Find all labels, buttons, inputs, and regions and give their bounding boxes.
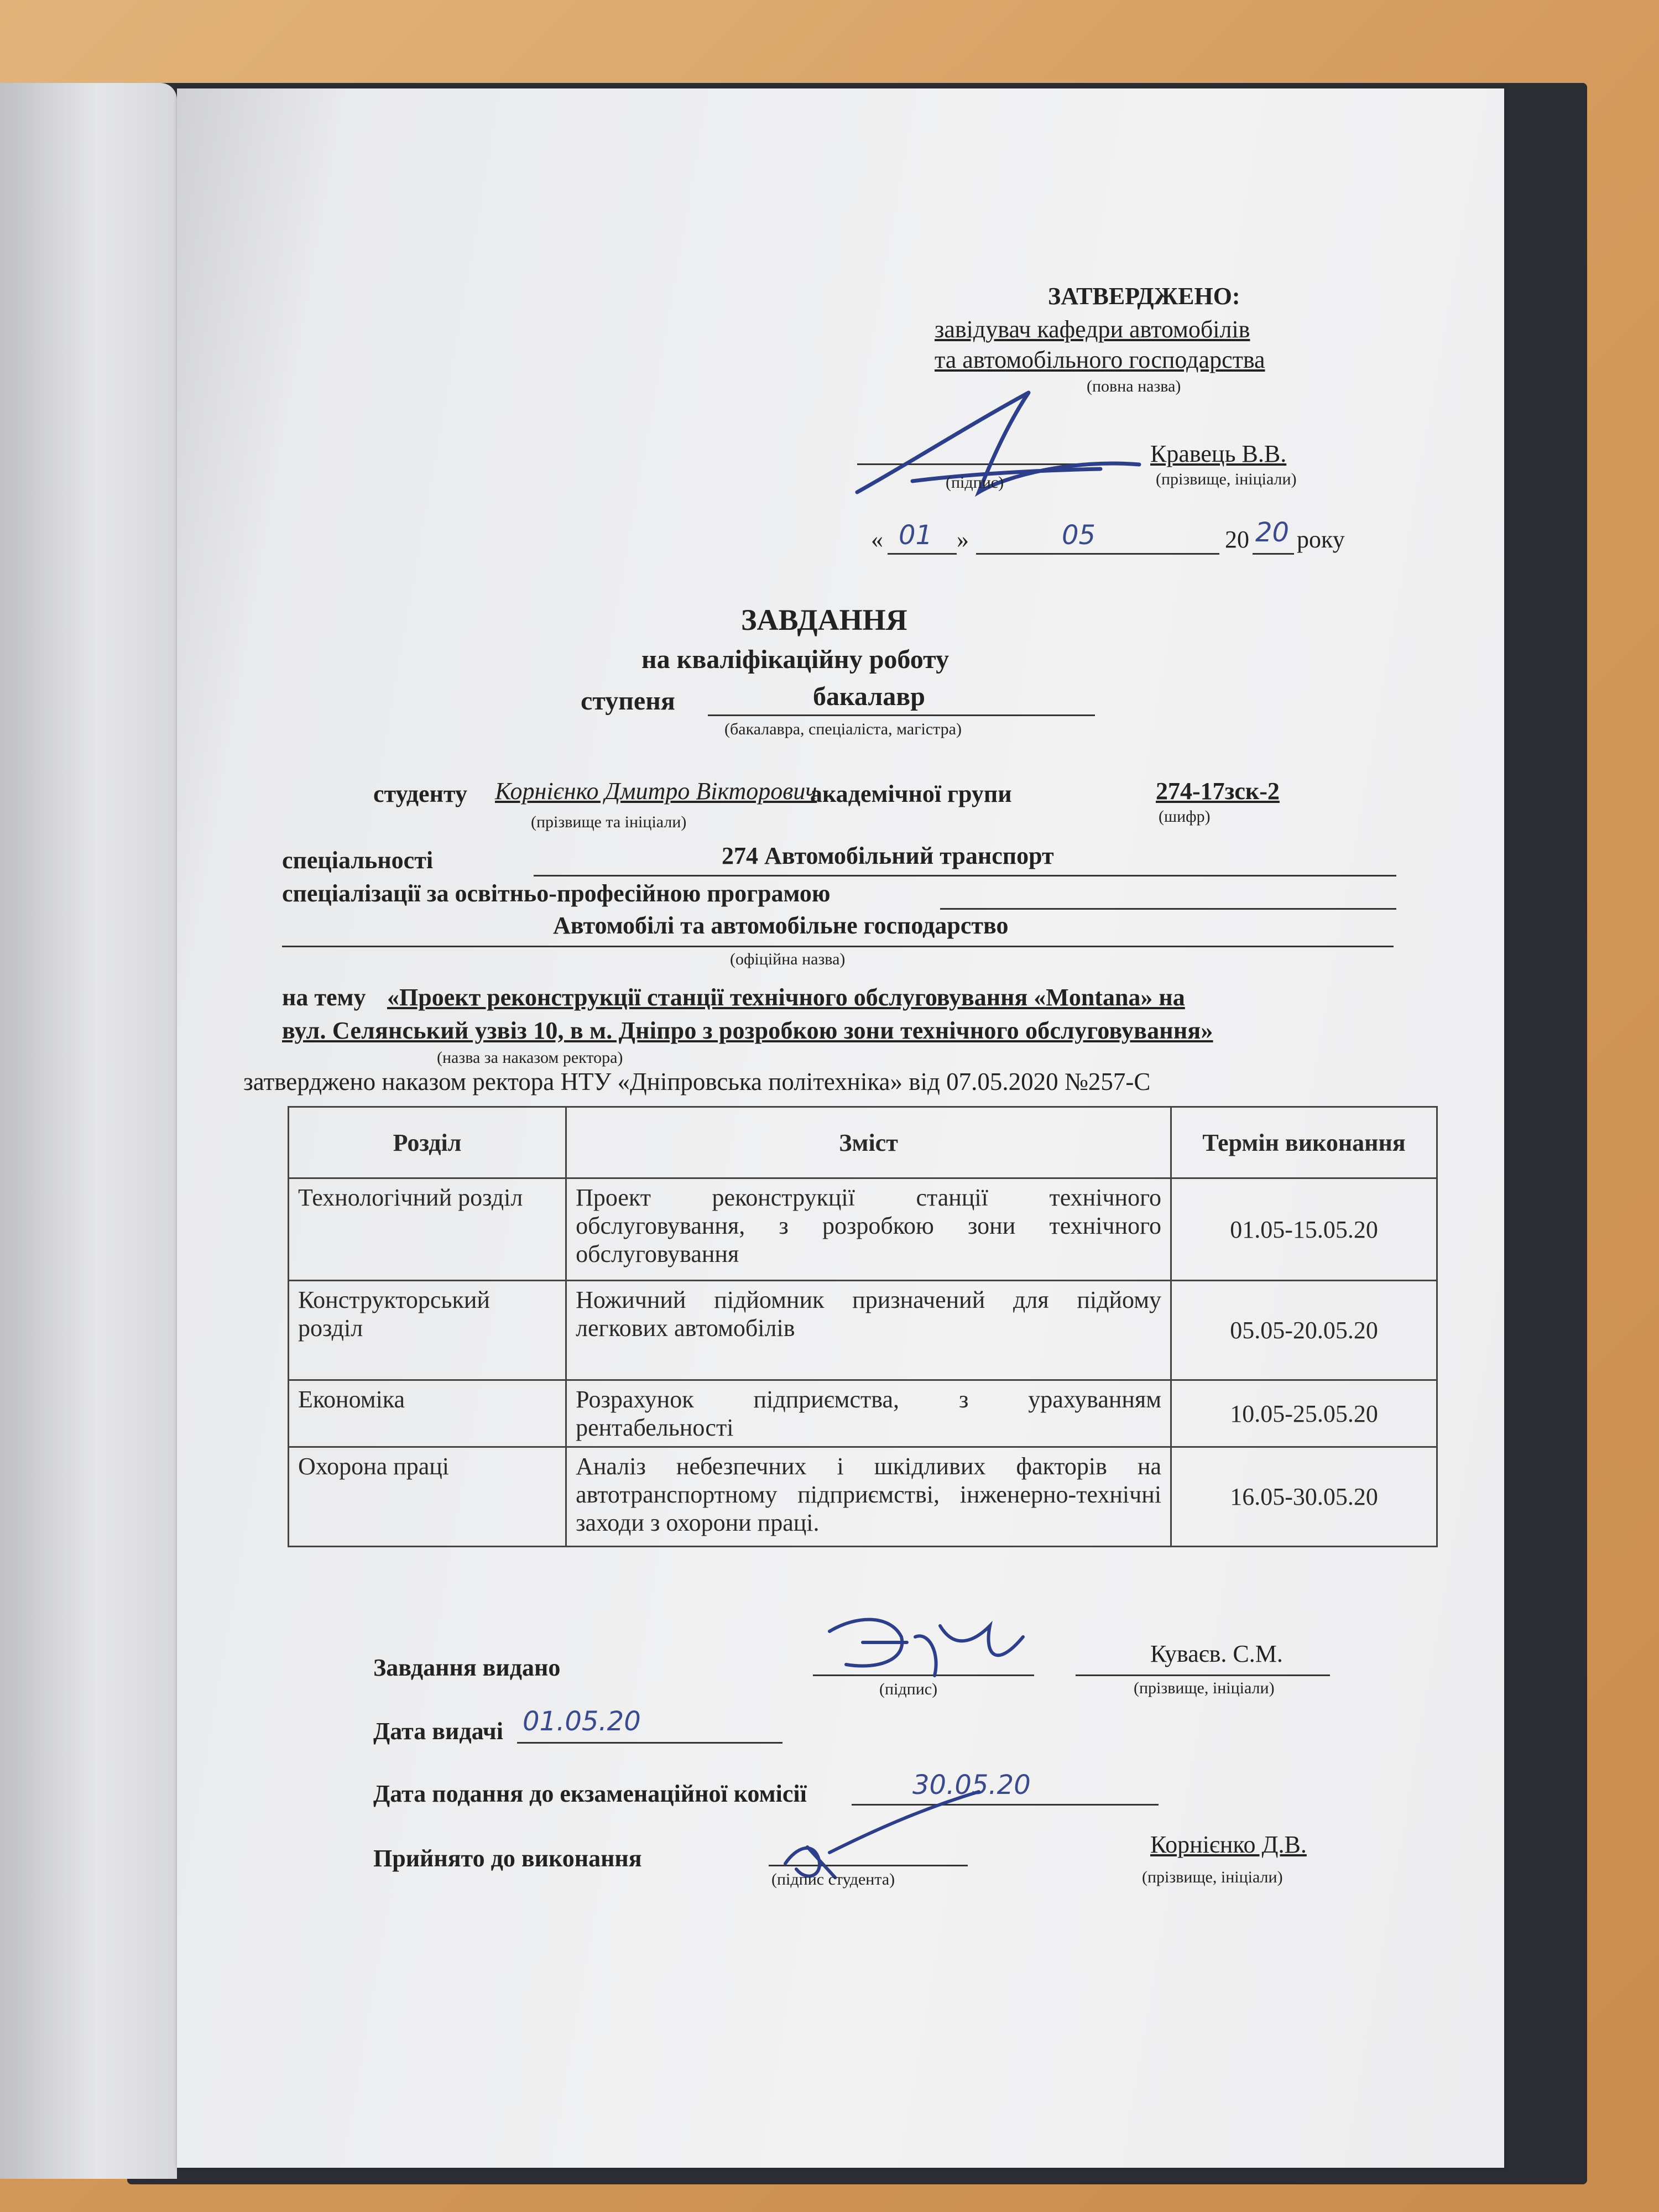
specialty-line: [534, 875, 1396, 877]
student-label: студенту: [373, 780, 467, 807]
table-row: [289, 1178, 1437, 1281]
accepted-signature-caption: (підпис студента): [771, 1870, 895, 1888]
program-value: Автомобілі та автомобільне господарство: [553, 912, 1009, 939]
approval-year-word: року: [1297, 526, 1345, 553]
issue-date-label: Дата видачі: [373, 1718, 503, 1745]
approval-position-line2: та автомобільного господарства: [935, 346, 1265, 373]
issued-label: Завдання видано: [373, 1654, 561, 1681]
topic-line1: «Проект реконструкції станції технічного обслуговування «Montana» на: [387, 984, 1185, 1011]
student-group: 274-17зск-2: [1156, 778, 1280, 805]
row-term: 05.05-20.05.20: [1171, 1281, 1437, 1380]
row-content: Розрахунок підприємства, з урахуванням рентабельності: [566, 1380, 1171, 1447]
accepted-name: Корнієнко Д.В.: [1150, 1831, 1307, 1858]
approval-position-caption: (повна назва): [1087, 377, 1181, 395]
approval-year-line: [1253, 553, 1294, 555]
row-section: Охорона праці: [289, 1447, 566, 1547]
issued-signature-caption: (підпис): [879, 1680, 938, 1698]
accepted-name-caption: (прізвище, ініціали): [1142, 1868, 1283, 1886]
table-row: [289, 1380, 1437, 1447]
approval-year-prefix: 20: [1225, 526, 1249, 553]
table-header-row: [289, 1107, 1437, 1178]
program-line: [282, 946, 1394, 947]
accepted-label: Прийнято до виконання: [373, 1845, 642, 1872]
work-plan-table: [288, 1106, 1438, 1547]
student-name: Корнієнко Дмитро Вікторович: [495, 778, 817, 805]
student-name-caption: (прізвище та ініціали): [531, 813, 687, 831]
order-text: затверджено наказом ректора НТУ «Дніпровська політехніка» від 07.05.2020 №257-С: [243, 1068, 1151, 1095]
row-section: Економіка: [289, 1380, 566, 1447]
issue-date-line: [517, 1742, 782, 1744]
submit-date: 30.05.20: [912, 1770, 1031, 1801]
header-term: Термін виконання: [1171, 1107, 1437, 1178]
row-term: 01.05-15.05.20: [1171, 1178, 1437, 1281]
degree-caption: (бакалавра, спеціаліста, магістра): [724, 720, 962, 738]
issue-date: 01.05.20: [523, 1706, 641, 1737]
issued-signature: [813, 1604, 1045, 1687]
row-term: 10.05-25.05.20: [1171, 1380, 1437, 1447]
table-row: [289, 1281, 1437, 1380]
issued-name: Куваєв. С.М.: [1150, 1640, 1283, 1667]
row-section: Конструкторський розділ: [289, 1281, 566, 1380]
student-group-caption: (шифр): [1159, 807, 1211, 826]
approval-day-line: [888, 553, 957, 555]
approval-month-line: [976, 553, 1219, 555]
approval-signature-caption: (підпис): [946, 473, 1004, 492]
specialization-label: спеціалізації за освітньо-професійною програмою: [282, 880, 831, 907]
header-content: Зміст: [566, 1107, 1171, 1178]
approval-year-suffix: 20: [1255, 517, 1290, 548]
approval-date-month: 05: [1062, 520, 1096, 551]
row-content: Аналіз небезпечних і шкідливих факторів на автотранспортному підприємстві, інженерно-технічні заходи з охорони праці.: [566, 1447, 1171, 1547]
degree-label: ступеня: [581, 686, 675, 716]
degree-line: [708, 714, 1095, 716]
specialty-value: 274 Автомобільний транспорт: [722, 842, 1054, 869]
approval-position-line1: завідувач кафедри автомобілів: [935, 316, 1250, 343]
issued-name-caption: (прізвище, ініціали): [1134, 1679, 1275, 1697]
left-page: [0, 83, 177, 2179]
program-caption: (офіційна назва): [730, 950, 846, 968]
approval-name-caption: (прізвище, ініціали): [1156, 470, 1297, 488]
specialization-line: [940, 908, 1396, 910]
degree-value: бакалавр: [813, 682, 925, 711]
issued-name-line: [1076, 1674, 1330, 1676]
approval-date-day: 01: [899, 520, 933, 551]
header-section: Розділ: [289, 1107, 566, 1178]
row-term: 16.05-30.05.20: [1171, 1447, 1437, 1547]
approval-date-open: «: [871, 526, 883, 553]
topic-caption: (назва за наказом ректора): [437, 1048, 623, 1067]
row-content: Проект реконструкції станції технічного обслуговування, з розробкою зони технічного обслуговування: [566, 1178, 1171, 1281]
approval-title: ЗАТВЕРДЖЕНО:: [1048, 283, 1240, 310]
student-group-label: академічної групи: [810, 780, 1012, 807]
table-row: [289, 1447, 1437, 1547]
approval-date-close: »: [957, 526, 969, 553]
topic-line2: вул. Селянський узвіз 10, в м. Дніпро з розробкою зони технічного обслуговування»: [282, 1017, 1213, 1044]
row-content: Ножичний підйомник призначений для підйому легкових автомобілів: [566, 1281, 1171, 1380]
topic-label: на тему: [282, 984, 366, 1011]
row-section: Технологічний розділ: [289, 1178, 566, 1281]
approval-name: Кравець В.В.: [1150, 440, 1287, 467]
document-title: ЗАВДАННЯ: [741, 603, 907, 637]
document-subtitle: на кваліфікаційну роботу: [641, 645, 950, 674]
submit-date-label: Дата подання до екзаменаційної комісії: [373, 1780, 807, 1807]
specialty-label: спеціальності: [282, 847, 434, 874]
